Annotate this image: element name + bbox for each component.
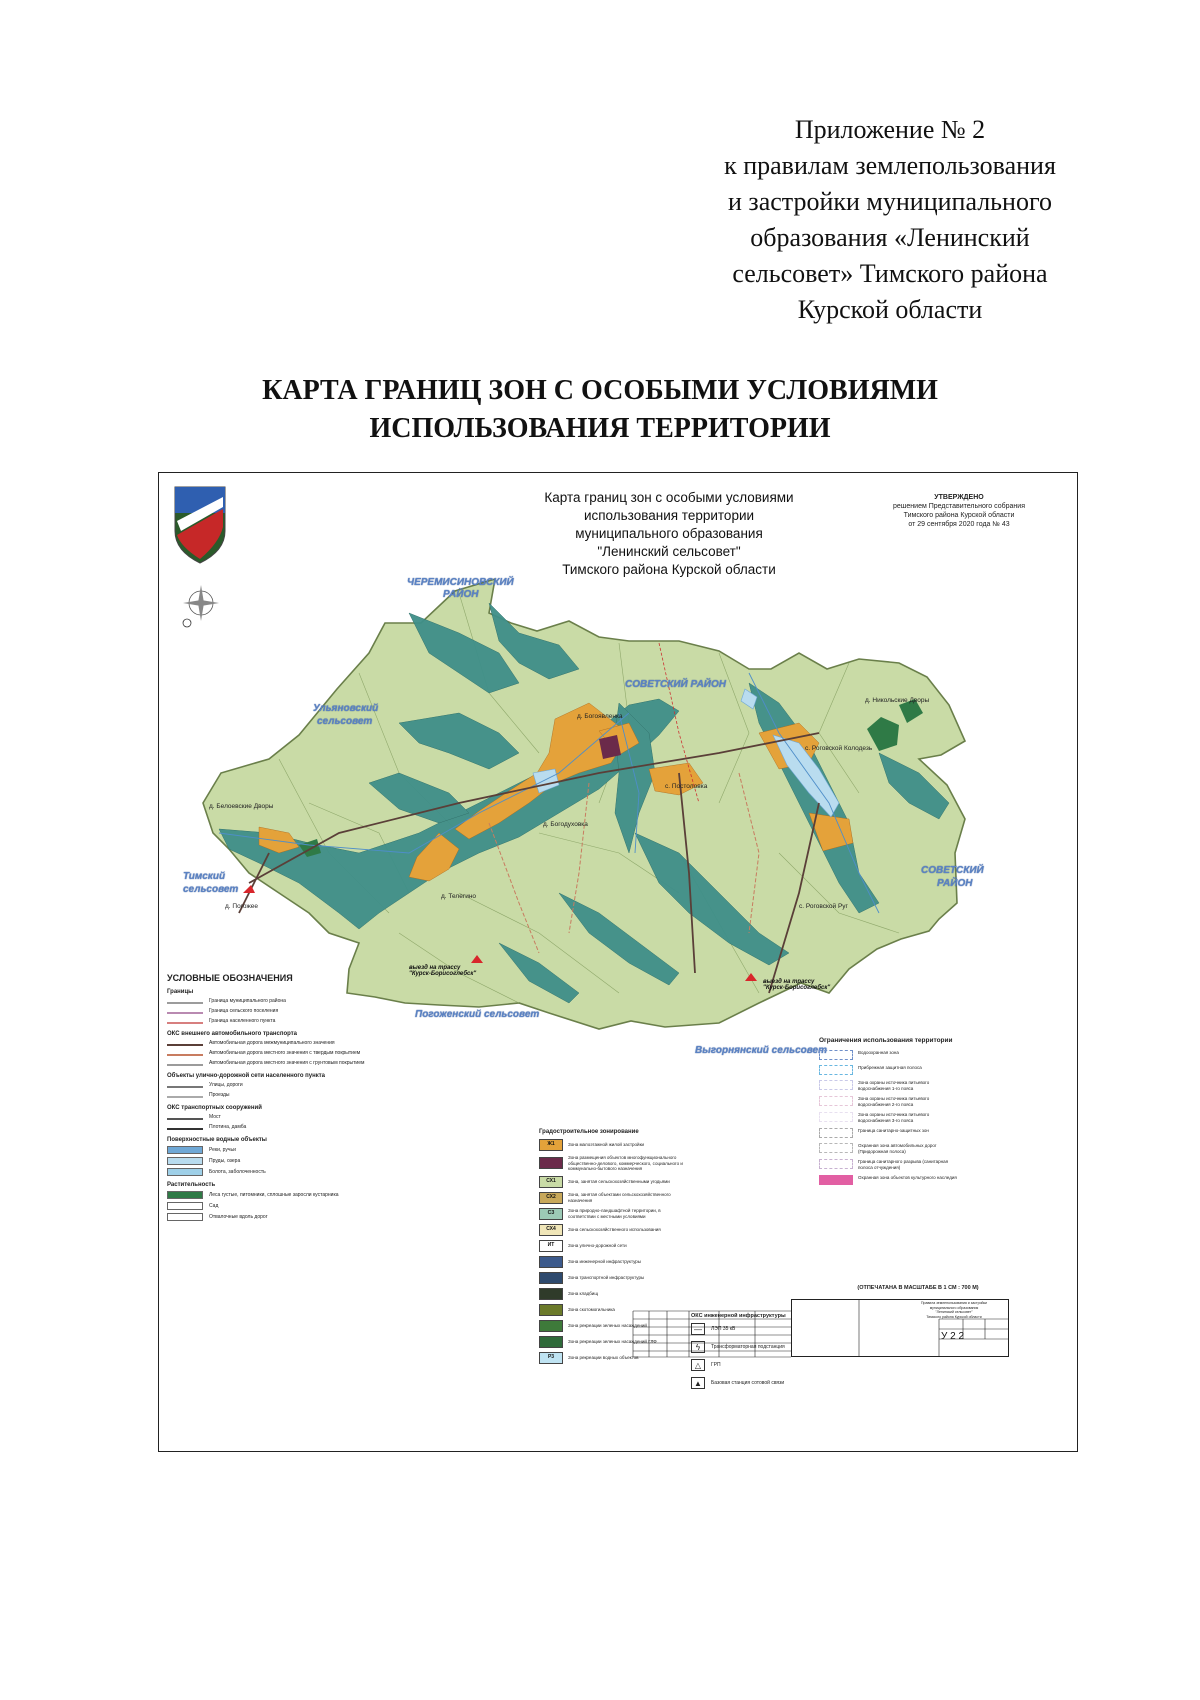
- appendix-block: [690, 112, 1090, 328]
- legend-item-label: Граница сельского поселения: [209, 1008, 279, 1014]
- page-title: [200, 372, 1000, 448]
- legend-swatch: [167, 1191, 203, 1199]
- legend-item: [167, 1082, 367, 1089]
- zoning-item-label: Зона рекреации зеленых насаждений: [568, 1322, 647, 1328]
- title-block-line: Правила землепользования и застройки: [921, 1301, 987, 1305]
- legend-swatch: [167, 1009, 203, 1014]
- restriction-item-label: Зона охраны источника питьевого водоснабжения 2-го пояса: [858, 1096, 930, 1107]
- restriction-item-label: Прибрежная защитная полоса: [858, 1065, 922, 1070]
- legend-item-label: Болота, заболоченность: [209, 1168, 266, 1175]
- restriction-item: [819, 1096, 959, 1107]
- engineering-item-label: Базовая станция сотовой связи: [711, 1380, 785, 1386]
- legend-swatch: [167, 1093, 203, 1098]
- legend-restrictions: [819, 1037, 959, 1190]
- village-label: с. Постоловка: [665, 783, 708, 790]
- legend-item-label: Плотина, дамба: [209, 1124, 247, 1130]
- legend-item: [167, 1202, 367, 1210]
- zoning-item: [539, 1256, 689, 1268]
- zoning-item-label: Зона скотомогильника: [568, 1306, 615, 1312]
- zoning-swatch: [539, 1288, 563, 1300]
- restriction-item-label: Водоохранная зона: [858, 1050, 899, 1055]
- territory-map: [203, 579, 965, 1029]
- legend-swatch: [167, 1041, 203, 1046]
- legend-item: [167, 998, 367, 1005]
- scale-note: (ОТПЕЧАТАНА В МАСШТАБЕ В 1 СМ : 700 М): [857, 1285, 979, 1291]
- restriction-item-label: Охранная зона объектов культурного наследия: [858, 1175, 957, 1180]
- legend-item: [167, 1213, 367, 1221]
- coat-of-arms-icon: [175, 487, 225, 563]
- legend-item: [167, 1157, 367, 1165]
- legend-title: УСЛОВНЫЕ ОБОЗНАЧЕНИЯ: [167, 973, 293, 983]
- legend-item-label: Реки, ручьи: [209, 1146, 236, 1153]
- zoning-item-label: Зона транспортной инфраструктуры: [568, 1274, 645, 1280]
- engineering-item: [691, 1359, 811, 1371]
- zoning-swatch: Р3: [539, 1352, 563, 1364]
- zoning-item: [539, 1155, 689, 1172]
- restriction-item: [819, 1050, 959, 1060]
- legend-swatch: [167, 1213, 203, 1221]
- restriction-swatch: [819, 1175, 853, 1185]
- region-label: ЧЕРЕМИСИНОВСКИЙ: [407, 577, 514, 588]
- village-label: д. Никольские Дворы: [865, 697, 930, 704]
- region-label: Ульяновский: [313, 703, 379, 714]
- legend-item-label: Леса густые, питомники, сплошные заросли кустарника: [209, 1191, 339, 1198]
- restriction-item: [819, 1080, 959, 1091]
- region-label: Выгорнянский сельсовет: [695, 1045, 827, 1056]
- title-block-text: [899, 1301, 1009, 1319]
- village-label: с. Роговской Колодезь: [805, 745, 873, 752]
- exit-label: [763, 979, 830, 991]
- territory-boundary: [203, 579, 965, 1029]
- legend-swatch: [167, 1083, 203, 1088]
- legend-swatch: [167, 1061, 203, 1066]
- restriction-swatch: [819, 1065, 853, 1075]
- restriction-swatch: [819, 1143, 853, 1153]
- title-block-line: муниципального образования: [929, 1305, 979, 1310]
- exit-label-line: "Курск-Борисоглебск": [763, 985, 831, 991]
- zoning-swatch: СЗ: [539, 1208, 563, 1220]
- zoning-swatch: [539, 1256, 563, 1268]
- engineering-item-label: ГРП: [711, 1362, 721, 1368]
- engineering-symbol-icon: —: [691, 1323, 705, 1335]
- region-label: СОВЕТСКИЙ РАЙОН: [625, 679, 726, 690]
- zoning-item: [539, 1192, 689, 1204]
- village-label: д. Белоевские Дворы: [209, 803, 274, 810]
- legend-section-title: ОКС внешнего автомобильного транспорта: [167, 1031, 298, 1037]
- zoning-item-label: Зона сельскохозяйственного использования: [568, 1226, 661, 1232]
- engineering-symbol-icon: ▲: [691, 1377, 705, 1389]
- legend-item-label: Улицы, дороги: [209, 1082, 243, 1088]
- title-block-line: "Ленинский сельсовет": [935, 1310, 973, 1314]
- legend-section-title: Растительность: [167, 1182, 216, 1188]
- village-label: д. Богоявленка: [577, 713, 623, 720]
- legend-item: [167, 1124, 367, 1131]
- appendix-line: образования «Ленинский: [750, 223, 1030, 252]
- zoning-item: [539, 1272, 689, 1284]
- sheet-code: У 2 2: [941, 1331, 965, 1342]
- legend-item-label: Проезды: [209, 1092, 230, 1098]
- legend-item-label: Автомобильная дорога местного значения с грунтовым покрытием: [209, 1060, 365, 1066]
- restriction-swatch: [819, 1080, 853, 1090]
- restriction-item: [819, 1065, 959, 1075]
- legend-section-title: ОКС транспортных сооружений: [167, 1105, 262, 1111]
- exit-label-line: выезд на трассу: [409, 965, 461, 971]
- region-label: Погоженский сельсовет: [415, 1009, 540, 1020]
- page-title-line: КАРТА ГРАНИЦ ЗОН С ОСОБЫМИ УСЛОВИЯМИ: [262, 375, 938, 406]
- engineering-item-label: ЛЭП 35 кВ: [711, 1326, 736, 1332]
- zoning-swatch: [539, 1336, 563, 1348]
- legend-item: [167, 1040, 367, 1047]
- restriction-item: [819, 1128, 959, 1138]
- legend-swatch: [167, 1115, 203, 1120]
- region-label: СОВЕТСКИЙ: [921, 865, 984, 876]
- legend-item: [167, 1018, 367, 1025]
- legend-conventional-signs: [167, 973, 367, 1224]
- legend-restrictions-title: Ограничения использования территории: [819, 1037, 953, 1044]
- restriction-swatch: [819, 1096, 853, 1106]
- restriction-item: [819, 1143, 959, 1154]
- zoning-item-label: Зона, занятая объектами сельскохозяйственного назначения: [568, 1192, 671, 1203]
- zoning-swatch: СХ2: [539, 1192, 563, 1204]
- zoning-item: [539, 1320, 689, 1332]
- legend-swatch: [167, 1157, 203, 1165]
- exit-label-line: выезд на трассу: [763, 979, 815, 985]
- restriction-item-label: Граница санитарного разрыва (санитарная полоса отчуждения): [858, 1159, 949, 1170]
- zoning-item: [539, 1352, 689, 1364]
- village-label: д. Погожее: [225, 903, 259, 910]
- compass-icon: [183, 585, 219, 627]
- appendix-line: Курской области: [797, 295, 983, 324]
- zoning-swatch: СХ1: [539, 1176, 563, 1188]
- legend-item-label: Мост: [209, 1114, 221, 1120]
- zoning-swatch: [539, 1272, 563, 1284]
- title-block-line: Тимского района Курской области: [926, 1314, 982, 1319]
- legend-item: [167, 1060, 367, 1067]
- region-label: РАЙОН: [937, 878, 973, 889]
- map-title: [489, 489, 849, 579]
- map-title-line: использования территории: [583, 508, 755, 523]
- zoning-swatch: СХ4: [539, 1224, 563, 1236]
- approval-head: УТВЕРЖДЕНО: [934, 494, 984, 501]
- map-frame: [158, 472, 1078, 1452]
- legend-section-title: Границы: [167, 989, 194, 995]
- legend-section-title: Объекты улично-дорожной сети населенного пункта: [167, 1073, 326, 1079]
- map-title-line: "Ленинский сельсовет": [597, 544, 741, 559]
- zoning-item-label: Зона кладбищ: [568, 1290, 599, 1296]
- zoning-item-label: Зона размещения объектов многофункционального общественно-делового, коммерческого, социального и коммунально-бытового назначения: [568, 1155, 683, 1171]
- restriction-item: [819, 1175, 959, 1185]
- zoning-item-label: Зона малоэтажной жилой застройки: [568, 1142, 645, 1148]
- legend-item-label: Отвалочные вдоль дорог: [209, 1213, 268, 1220]
- approval-line: решением Представительного собрания: [893, 503, 1025, 510]
- appendix-line: и застройки муниципального: [728, 187, 1052, 216]
- legend-swatch: [167, 1125, 203, 1130]
- zoning-item-label: Зона, занятая сельскохозяйственными угодьями: [568, 1178, 670, 1184]
- legend-swatch: [167, 1019, 203, 1024]
- village-label: д. Богодуховка: [543, 821, 588, 828]
- zoning-item: [539, 1240, 689, 1252]
- legend-swatch: [167, 1202, 203, 1210]
- restriction-item-label: Зона охраны источника питьевого водоснабжения 3-го пояса: [858, 1112, 930, 1123]
- zoning-item: [539, 1224, 689, 1236]
- appendix-line: к правилам землепользования: [724, 151, 1056, 180]
- zoning-swatch: [539, 1320, 563, 1332]
- zoning-item: [539, 1336, 689, 1348]
- restriction-swatch: [819, 1159, 853, 1169]
- legend-swatch: [167, 1146, 203, 1154]
- map-title-line: Карта границ зон с особыми условиями: [544, 490, 794, 505]
- zoning-item: [539, 1304, 689, 1316]
- legend-section-title: Поверхностные водные объекты: [167, 1137, 267, 1143]
- engineering-item: [691, 1377, 811, 1389]
- zoning-item: [539, 1288, 689, 1300]
- zoning-swatch: [539, 1304, 563, 1316]
- legend-item: [167, 1114, 367, 1121]
- zoning-item-label: Зона рекреации зеленых насаждений ГЛФ: [568, 1338, 657, 1344]
- legend-item-label: Сад: [209, 1202, 219, 1209]
- approval-line: от 29 сентября 2020 года № 43: [908, 521, 1010, 528]
- engineering-symbol-icon: ϟ: [691, 1341, 705, 1353]
- zoning-item: [539, 1176, 689, 1188]
- restriction-item-label: Охранная зона автомобильных дорог (Придорожная полоса): [858, 1143, 937, 1154]
- legend-swatch: [167, 1051, 203, 1056]
- map-title-line: Тимского района Курской области: [562, 562, 776, 577]
- approval-line: Тимского района Курской области: [903, 512, 1015, 519]
- legend-swatch: [167, 999, 203, 1004]
- legend-zoning: [539, 1129, 689, 1368]
- restriction-item-label: Граница санитарно-защитных зон: [858, 1128, 929, 1133]
- zoning-swatch: [539, 1157, 563, 1169]
- restriction-swatch: [819, 1128, 853, 1138]
- zoning-swatch: ИТ: [539, 1240, 563, 1252]
- zoning-item: [539, 1208, 689, 1220]
- restriction-swatch: [819, 1112, 853, 1122]
- legend-item: [167, 1008, 367, 1015]
- page-title-line: ИСПОЛЬЗОВАНИЯ ТЕРРИТОРИИ: [369, 413, 831, 444]
- zoning-item: [539, 1139, 689, 1151]
- zoning-item-label: Зона рекреации водных объектов: [568, 1354, 639, 1360]
- restriction-item-label: Зона охраны источника питьевого водоснабжения 1-го пояса: [858, 1080, 930, 1091]
- region-label: сельсовет: [317, 716, 373, 727]
- restriction-item: [819, 1159, 959, 1170]
- village-label: с. Роговской Руг: [799, 903, 848, 910]
- legend-item: [167, 1050, 367, 1057]
- legend-item: [167, 1092, 367, 1099]
- legend-item: [167, 1191, 367, 1199]
- restriction-item: [819, 1112, 959, 1123]
- zoning-item-label: Зона улично-дорожной сети: [568, 1242, 627, 1248]
- restriction-swatch: [819, 1050, 853, 1060]
- region-label: Тимский: [183, 871, 226, 882]
- village-label: д. Телегино: [441, 893, 477, 900]
- zoning-item-label: Зона инженерной инфраструктуры: [568, 1258, 641, 1264]
- legend-zoning-title: Градостроительное зонирование: [539, 1129, 639, 1135]
- legend-swatch: [167, 1168, 203, 1176]
- exit-label-line: "Курск-Борисоглебск": [409, 971, 477, 977]
- appendix-line: Приложение № 2: [794, 115, 986, 144]
- exit-label: [409, 965, 476, 977]
- zoning-swatch: Ж1: [539, 1139, 563, 1151]
- legend-item-label: Автомобильная дорога межмуниципального значения: [209, 1040, 335, 1046]
- region-label: РАЙОН: [443, 589, 479, 600]
- legend-engineering-title: ОКС инженерной инфраструктуры: [691, 1313, 786, 1319]
- approval-note: [859, 493, 1059, 529]
- engineering-item-label: Трансформаторная подстанция: [711, 1344, 785, 1350]
- appendix-line: сельсовет» Тимского района: [732, 259, 1048, 288]
- legend-item-label: Граница населенного пункта: [209, 1018, 276, 1024]
- legend-item-label: Автомобильная дорога местного значения с твердым покрытием: [209, 1050, 361, 1056]
- legend-item: [167, 1168, 367, 1176]
- legend-item-label: Пруды, озера: [209, 1157, 241, 1164]
- legend-item-label: Граница муниципального района: [209, 998, 286, 1004]
- legend-item: [167, 1146, 367, 1154]
- zoning-item-label: Зона природно-ландшафтной территории, в соответствии с местными условиями: [568, 1208, 661, 1219]
- map-title-line: муниципального образования: [575, 526, 763, 541]
- region-label: сельсовет: [183, 884, 239, 895]
- engineering-symbol-icon: △: [691, 1359, 705, 1371]
